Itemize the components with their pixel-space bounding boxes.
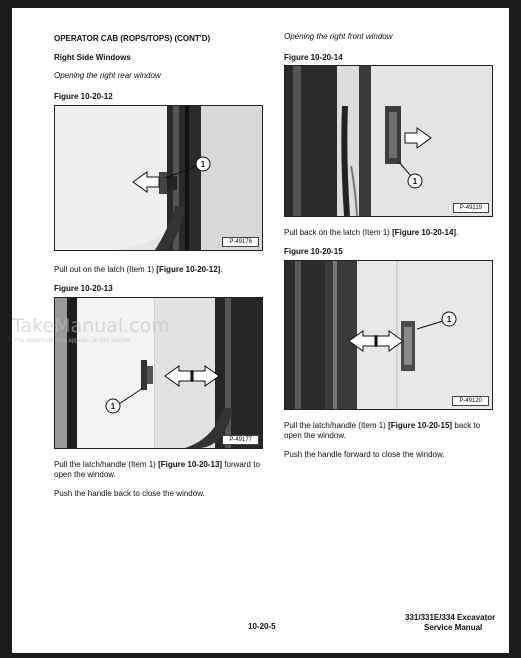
section-title: OPERATOR CAB (ROPS/TOPS) (CONT'D) xyxy=(54,34,211,43)
fig1-callout: 1 xyxy=(200,160,206,169)
footer-product: 331/331E/334 Excavator xyxy=(405,613,496,622)
fig4-callout: 1 xyxy=(446,315,452,324)
figure-code: P-49120 xyxy=(452,396,489,406)
fig2-callout: 1 xyxy=(110,402,116,411)
fig3-callout: 1 xyxy=(412,177,418,186)
instruction-fig2: Pull the latch/handle (Item 1) [Figure 10-20-13] forward to open the window. xyxy=(54,460,260,479)
caption-front-window: Opening the right front window xyxy=(284,32,393,41)
figure-code: P-49177 xyxy=(222,435,259,445)
figure-code: P-49119 xyxy=(453,203,489,213)
figure-title-10-20-14: Figure 10-20-14 xyxy=(284,53,343,62)
push-instruction-left: Push the handle back to close the window. xyxy=(54,489,205,498)
figure-10-20-14 xyxy=(284,65,493,217)
page-number: 10-20-5 xyxy=(248,622,276,631)
footer-manual: Service Manual xyxy=(424,623,483,632)
caption-rear-window: Opening the right rear window xyxy=(54,71,161,80)
figure-title-10-20-15: Figure 10-20-15 xyxy=(284,247,343,256)
instruction-fig1: Pull out on the latch (Item 1) [Figure 10-20-12]. xyxy=(54,265,223,274)
figure-10-20-12 xyxy=(54,105,263,251)
figure-title-10-20-12: Figure 10-20-12 xyxy=(54,92,113,101)
push-instruction-right: Push the handle forward to close the window. xyxy=(284,450,445,459)
watermark-note: The watermark only appears on this sample xyxy=(14,338,131,344)
instruction-fig3: Pull back on the latch (Item 1) [Figure 10-20-14]. xyxy=(284,228,459,237)
figure-code: P-49176 xyxy=(222,237,259,247)
manual-page xyxy=(12,8,509,653)
watermark-brand: TakeManual.com xyxy=(12,315,170,337)
instruction-fig4: Pull the latch/handle (Item 1) [Figure 10-20-15] back to open the window. xyxy=(284,421,481,440)
subsection-title: Right Side Windows xyxy=(54,53,131,62)
figure-title-10-20-13: Figure 10-20-13 xyxy=(54,284,113,293)
figure-10-20-15 xyxy=(284,260,493,410)
